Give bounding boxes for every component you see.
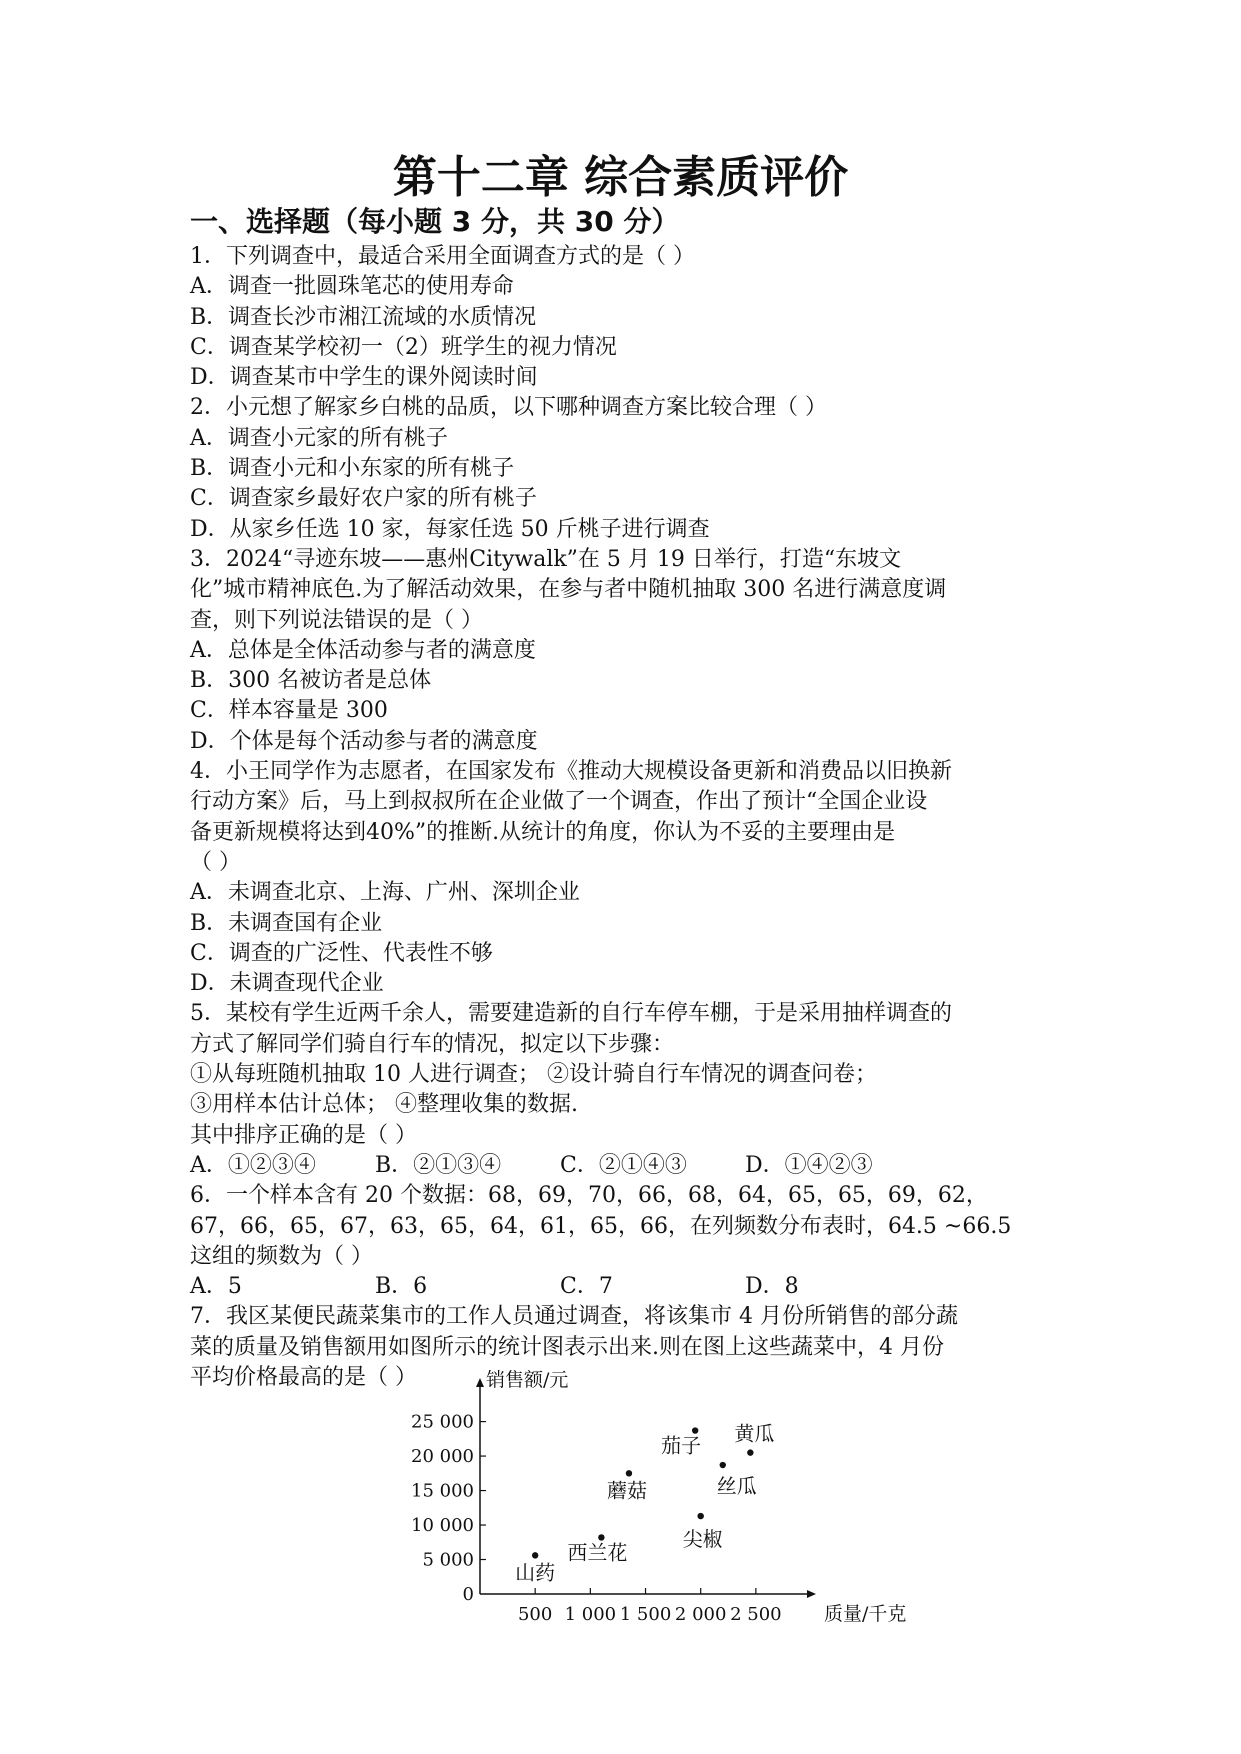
data-point <box>532 1552 538 1558</box>
text-line: 67，66，65，67，63，65，64，61，65，66，在列频数分布表时，64.5 ~66.5 <box>190 1213 1012 1239</box>
text-line: 其中排序正确的是（ ） <box>190 1122 417 1148</box>
page-title: 第十二章 综合素质评价 <box>392 152 849 203</box>
text-line: 化”城市精神底色.为了解活动效果，在参与者中随机抽取 300 名进行满意度调 <box>190 577 947 603</box>
y-axis-arrow <box>476 1378 484 1387</box>
text-line: （ ） <box>190 849 241 875</box>
text-line: C．调查的广泛性、代表性不够 <box>190 940 493 966</box>
text-line: 方式了解同学们骑自行车的情况，拟定以下步骤： <box>190 1031 675 1057</box>
text-line: C．调查家乡最好农户家的所有桃子 <box>190 486 537 512</box>
text-line: 菜的质量及销售额用如图所示的统计图表示出来.则在图上这些蔬菜中，4 月份 <box>190 1334 944 1360</box>
text-line: A．未调查北京、上海、广州、深圳企业 <box>190 880 580 906</box>
data-point <box>697 1513 703 1519</box>
y-tick-label: 15 000 <box>411 1480 474 1502</box>
data-point <box>626 1470 632 1476</box>
y-axis-label: 销售额/元 <box>486 1369 569 1391</box>
text-line: D．个体是每个活动参与者的满意度 <box>190 728 538 754</box>
option-c: C．7 <box>560 1274 613 1300</box>
point-label: 丝瓜 <box>716 1474 757 1499</box>
text-line: B．调查小元和小东家的所有桃子 <box>190 456 515 482</box>
chart-svg <box>400 1369 907 1632</box>
text-line: A．总体是全体活动参与者的满意度 <box>190 637 536 663</box>
text-line: A．调查小元家的所有桃子 <box>190 425 448 451</box>
x-tick-label: 2 500 <box>730 1604 782 1625</box>
y-tick-label: 10 000 <box>411 1515 474 1537</box>
data-point <box>720 1462 726 1468</box>
option-a: A．①②③④ <box>190 1152 316 1178</box>
y-tick-label: 20 000 <box>411 1446 474 1468</box>
text-line: ③用样本估计总体； ④整理收集的数据. <box>190 1092 578 1118</box>
point-label: 尖椒 <box>682 1527 723 1552</box>
question-body <box>190 242 1070 1393</box>
x-tick-label: 1 000 <box>564 1604 617 1625</box>
point-label: 黄瓜 <box>734 1421 775 1446</box>
option-b: B．6 <box>375 1274 428 1300</box>
text-line: A．调查一批圆珠笔芯的使用寿命 <box>190 274 514 300</box>
point-label: 西兰花 <box>567 1540 628 1565</box>
option-c: C．②①④③ <box>560 1152 687 1178</box>
point-label: 蘑菇 <box>606 1478 647 1503</box>
text-line: 备更新规模将达到40%”的推断.从统计的角度，你认为不妥的主要理由是 <box>190 819 896 845</box>
x-tick-label: 2 000 <box>674 1604 727 1625</box>
text-line: D．调查某市中学生的课外阅读时间 <box>190 365 538 391</box>
text-line: 1．下列调查中，最适合采用全面调查方式的是（ ） <box>190 244 695 269</box>
option-b: B．②①③④ <box>375 1152 502 1178</box>
text-line: C．调查某学校初一（2）班学生的视力情况 <box>190 334 617 360</box>
text-line: B．调查长沙市湘江流域的水质情况 <box>190 304 537 330</box>
option-d: D．①④②③ <box>745 1152 873 1178</box>
x-tick-label: 1 500 <box>619 1604 672 1625</box>
text-line: B．未调查国有企业 <box>190 910 383 936</box>
text-line: 5．某校有学生近两千余人，需要建造新的自行车停车棚，于是采用抽样调查的 <box>190 1001 952 1027</box>
scatter-chart <box>400 1369 907 1632</box>
q6-options <box>190 1272 1070 1302</box>
text-line: 6．一个样本含有 20 个数据：68，69，70，66，68，64，65，65，69，62， <box>190 1183 988 1209</box>
y-tick-label: 5 000 <box>422 1549 474 1571</box>
data-point <box>747 1449 753 1455</box>
q5-options <box>190 1151 1070 1181</box>
x-axis-label: 质量/千克 <box>824 1603 907 1625</box>
text-line: 行动方案》后，马上到叔叔所在企业做了一个调查，作出了预计“全国企业设 <box>190 789 928 815</box>
text-line: D．从家乡任选 10 家，每家任选 50 斤桃子进行调查 <box>190 516 710 542</box>
point-label: 茄子 <box>661 1433 702 1458</box>
text-line: D．未调查现代企业 <box>190 971 384 997</box>
text-line: 这组的频数为（ ） <box>190 1243 373 1269</box>
text-line: 7．我区某便民蔬菜集市的工作人员通过调查，将该集市 4 月份所销售的部分蔬 <box>190 1304 958 1330</box>
text-line: C．样本容量是 300 <box>190 698 388 724</box>
y-tick-label: 25 000 <box>411 1411 474 1433</box>
section-heading: 一、选择题（每小题 3 分，共 30 分） <box>190 205 680 238</box>
x-tick-label: 500 <box>517 1604 553 1625</box>
text-line: 查，则下列说法错误的是（ ） <box>190 607 483 633</box>
text-line: 4．小王同学作为志愿者，在国家发布《推动大规模设备更新和消费品以旧换新 <box>190 759 952 785</box>
option-d: D．8 <box>745 1274 799 1300</box>
text-line: ①从每班随机抽取 10 人进行调查； ②设计骑自行车情况的调查问卷； <box>190 1062 877 1088</box>
x-axis-arrow <box>807 1590 816 1598</box>
text-line: 3．2024“寻迹东坡——惠州Citywalk”在 5 月 19 日举行，打造“东坡文 <box>190 546 902 572</box>
option-a: A．5 <box>190 1274 242 1300</box>
text-line: 2．小元想了解家乡白桃的品质，以下哪种调查方案比较合理（ ） <box>190 395 827 421</box>
text-line: B．300 名被访者是总体 <box>190 668 432 694</box>
text-line: 平均价格最高的是（ ） <box>190 1364 417 1390</box>
point-label: 山药 <box>515 1560 556 1585</box>
y-tick-label: 0 <box>462 1584 474 1605</box>
